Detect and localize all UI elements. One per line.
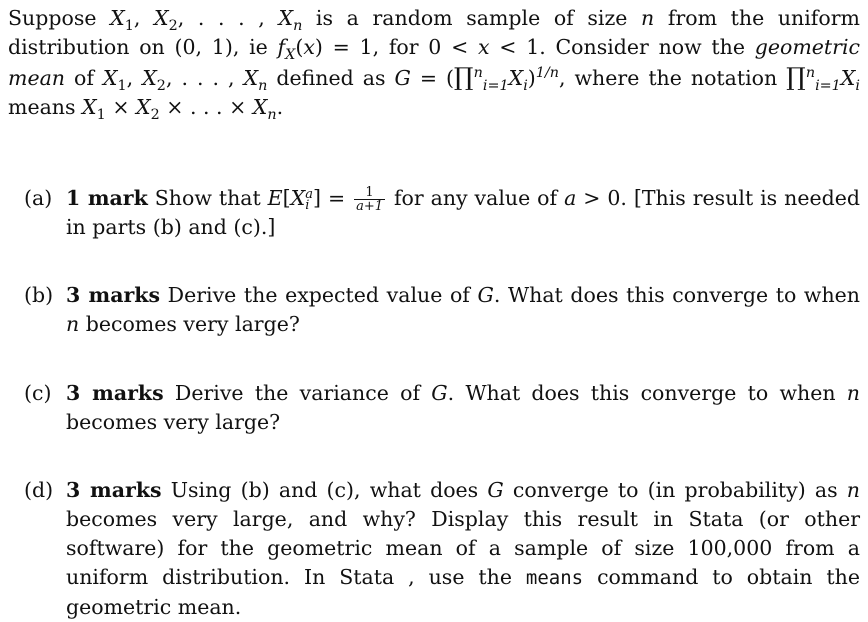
intro-text: . <box>276 95 284 119</box>
part-a-text: for any value of <box>387 186 565 210</box>
marks-label: 3 marks <box>66 283 161 307</box>
math-subscript: 1 <box>96 107 106 124</box>
math-var: X <box>136 95 151 119</box>
intro-text: ) = 1, for 0 < <box>314 35 478 59</box>
math-subscript: i=1 <box>815 78 841 95</box>
math-var: X <box>243 66 259 90</box>
script-stack <box>305 186 314 213</box>
marks-label: 1 mark <box>66 186 148 210</box>
math-var: x <box>477 35 490 59</box>
math-var: G <box>394 66 411 90</box>
part-c-text: becomes very large? <box>66 410 281 434</box>
part-label: (b) <box>24 283 54 307</box>
part-b-text: . What does this converge to when <box>493 283 860 307</box>
problem-intro <box>8 4 860 122</box>
part-c-text: . What does this converge to when <box>447 381 847 405</box>
question-part-c <box>8 379 860 437</box>
math-subscript: 1 <box>117 78 127 95</box>
math-var: f <box>277 35 286 59</box>
intro-text: , <box>126 66 143 90</box>
part-d-text: Using (b) and (c), what does <box>161 478 488 502</box>
marks-label: 3 marks <box>66 478 162 502</box>
intro-text: × <box>105 95 137 119</box>
intro-text: , . . . , <box>177 6 279 30</box>
part-a-text: ] = <box>313 186 353 210</box>
math-subscript: n <box>293 18 303 35</box>
math-superscript: n <box>805 65 816 82</box>
part-a-text: Show that <box>147 186 268 210</box>
math-var: X <box>508 66 524 90</box>
intro-text: × . . . × <box>159 95 253 119</box>
math-subscript: i <box>305 197 310 213</box>
intro-text: ) <box>527 66 536 90</box>
math-var: G <box>487 478 504 502</box>
part-text <box>66 281 860 339</box>
product-symbol: ∏ <box>454 62 474 91</box>
part-label: (c) <box>24 381 52 405</box>
math-var: X <box>278 6 294 30</box>
part-label: (d) <box>24 478 54 502</box>
math-var: X <box>840 66 856 90</box>
math-var: X <box>290 186 306 210</box>
intro-text: < 1. Consider now the <box>489 35 755 59</box>
math-var: X <box>110 6 125 30</box>
question-part-b <box>8 281 860 339</box>
math-var: X <box>82 95 97 119</box>
part-text <box>66 476 860 622</box>
intro-text: , <box>133 6 154 30</box>
question-part-a <box>8 184 860 242</box>
math-subscript: n <box>267 107 277 124</box>
question-part-d <box>8 476 860 622</box>
part-label: (a) <box>24 186 53 210</box>
math-superscript: 1/n <box>535 65 559 82</box>
intro-text: ( <box>295 35 304 59</box>
math-superscript: a <box>305 186 314 202</box>
intro-text: from the uniform distribution on (0, 1), ie <box>8 6 860 59</box>
part-d-text: command to obtain the geometric mean. <box>66 565 860 619</box>
math-var: G <box>431 381 448 405</box>
fraction <box>354 186 385 213</box>
intro-text: is a random sample of size <box>302 6 642 30</box>
math-var: X <box>142 66 157 90</box>
marks-label: 3 marks <box>66 381 164 405</box>
math-var: X <box>252 95 268 119</box>
part-a-text: [ <box>282 186 291 210</box>
math-superscript: n <box>473 65 483 82</box>
math-subscript: 1 <box>124 18 134 35</box>
intro-text: = ( <box>410 66 455 90</box>
math-subscript: i <box>855 78 860 95</box>
math-var: x <box>303 35 315 59</box>
math-var: X <box>102 66 118 90</box>
part-b-text: becomes very large? <box>79 312 300 336</box>
part-text <box>66 379 860 437</box>
math-var: n <box>846 478 860 502</box>
part-d-text: becomes very large, and why? Display this result in Stata (or other software) for the geometric mean of a sample of size 100,000 from a uniform distribution. In Stata , use the <box>66 507 860 589</box>
product-symbol: ∏ <box>786 62 806 91</box>
stata-command: means <box>525 567 584 589</box>
math-var: n <box>66 312 80 336</box>
math-var: E <box>267 186 283 210</box>
intro-text: , where the notation <box>559 66 787 90</box>
fraction-denominator: a+1 <box>356 199 383 214</box>
math-subscript: 2 <box>168 18 178 35</box>
math-subscript: 2 <box>150 107 160 124</box>
math-var: n <box>641 6 655 30</box>
intro-text: means <box>8 95 83 119</box>
math-subscript: X <box>285 47 296 64</box>
math-var: X <box>154 6 169 30</box>
math-var: n <box>846 381 860 405</box>
intro-text: Suppose <box>8 6 111 30</box>
intro-text: defined as <box>267 66 395 90</box>
math-var: a <box>564 186 577 210</box>
part-c-text: Derive the variance of <box>163 381 432 405</box>
intro-text: , . . . , <box>165 66 244 90</box>
math-subscript: i=1 <box>482 78 509 95</box>
part-b-text: Derive the expected value of <box>160 283 478 307</box>
part-d-text: converge to (in probability) as <box>503 478 847 502</box>
math-subscript: 2 <box>156 78 166 95</box>
math-var: G <box>477 283 494 307</box>
part-a-text: > 0. [This result is needed in parts (b) and (c).] <box>66 186 860 239</box>
math-subscript: i <box>523 78 528 95</box>
intro-text: of <box>65 66 103 90</box>
fraction-numerator: 1 <box>354 186 385 200</box>
part-text <box>66 184 860 242</box>
emphasis-text: geometric mean <box>8 35 860 90</box>
math-subscript: n <box>258 78 268 95</box>
